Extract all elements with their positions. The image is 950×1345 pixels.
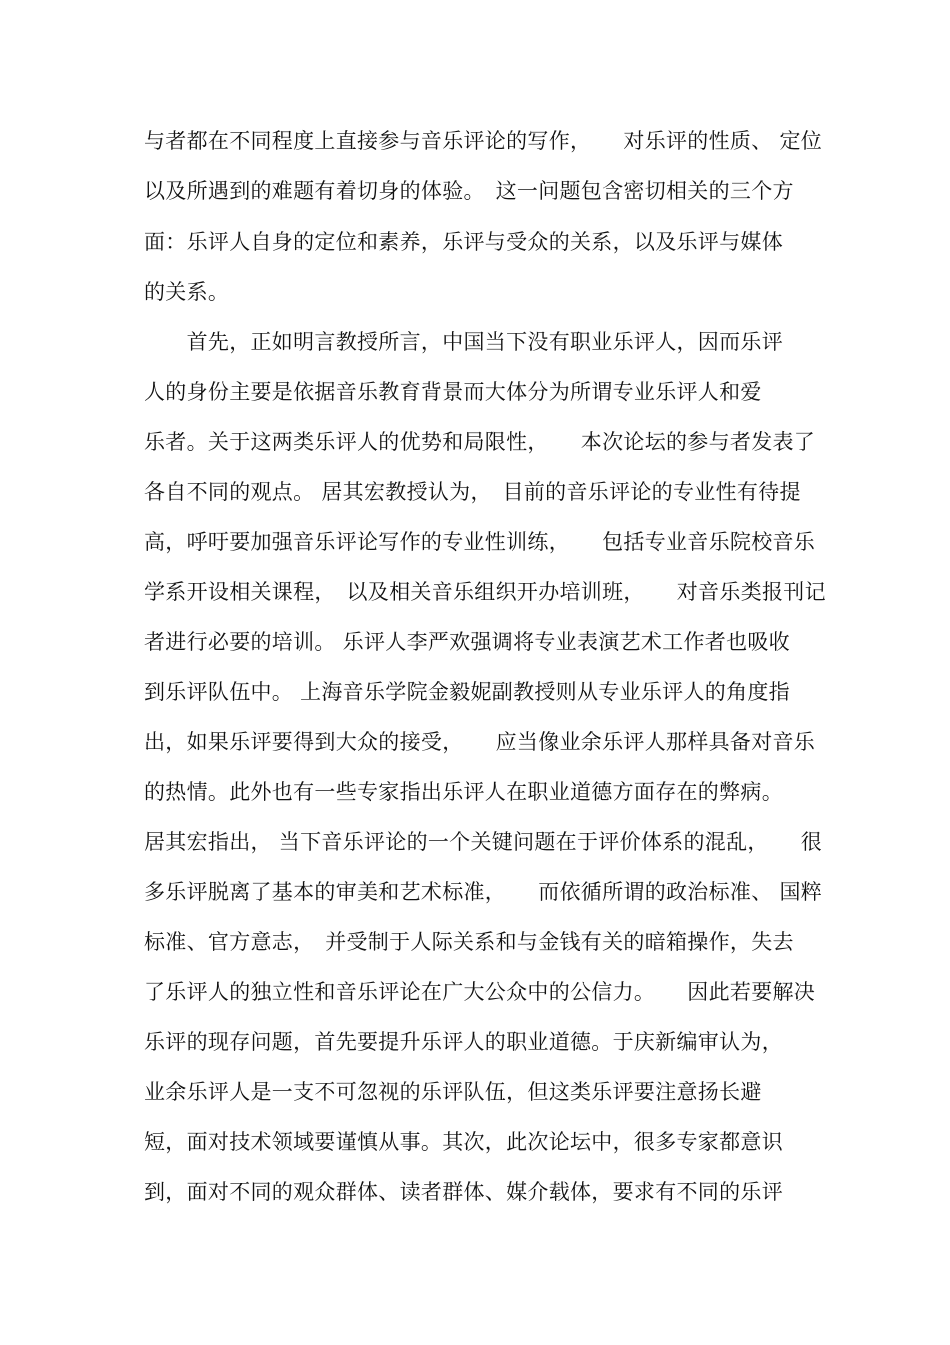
text-line: 首先，正如明言教授所言，中国当下没有职业乐评人，因而乐评 — [144, 330, 783, 354]
text-line: 标准、官方意志， 并受制于人际关系和与金钱有关的暗箱操作，失去 — [144, 930, 794, 954]
text-line: 业余乐评人是一支不可忽视的乐评队伍，但这类乐评要注意扬长避 — [144, 1080, 762, 1104]
text-line: 与者都在不同程度上直接参与音乐评论的写作， 对乐评的性质、 定位 — [144, 129, 823, 153]
text-line: 高，呼吁要加强音乐评论写作的专业性训练， 包括专业音乐院校音乐 — [144, 530, 816, 554]
text-line: 的关系。 — [144, 280, 230, 304]
text-line: 学系开设相关课程， 以及相关音乐组织开办培训班， 对音乐类报刊记 — [144, 580, 826, 604]
text-line: 了乐评人的独立性和音乐评论在广大公众中的公信力。 因此若要解决 — [144, 980, 816, 1004]
text-line: 多乐评脱离了基本的审美和艺术标准， 而依循所谓的政治标准、 国粹 — [144, 880, 823, 904]
text-line: 人的身份主要是依据音乐教育背景而大体分为所谓专业乐评人和爱 — [144, 380, 762, 404]
text-line: 到乐评队伍中。 上海音乐学院金毅妮副教授则从专业乐评人的角度指 — [144, 680, 790, 704]
text-line: 到，面对不同的观众群体、读者群体、媒介载体，要求有不同的乐评 — [144, 1180, 783, 1204]
text-line: 以及所遇到的难题有着切身的体验。 这一问题包含密切相关的三个方 — [144, 179, 794, 203]
text-line: 出，如果乐评要得到大众的接受， 应当像业余乐评人那样具备对音乐 — [144, 730, 816, 754]
text-line: 的热情。此外也有一些专家指出乐评人在职业道德方面存在的弊病。 — [144, 780, 783, 804]
text-line: 乐者。关于这两类乐评人的优势和局限性， 本次论坛的参与者发表了 — [144, 430, 816, 454]
text-line: 乐评的现存问题，首先要提升乐评人的职业道德。于庆新编审认为， — [144, 1030, 783, 1054]
text-line: 面：乐评人自身的定位和素养，乐评与受众的关系，以及乐评与媒体 — [144, 230, 783, 254]
text-line: 者进行必要的培训。 乐评人李严欢强调将专业表演艺术工作者也吸收 — [144, 630, 790, 654]
text-line: 居其宏指出， 当下音乐评论的一个关键问题在于评价体系的混乱， 很 — [144, 830, 823, 854]
text-line: 短，面对技术领域要谨慎从事。其次，此次论坛中，很多专家都意识 — [144, 1130, 783, 1154]
text-line: 各自不同的观点。 居其宏教授认为， 目前的音乐评论的专业性有待提 — [144, 480, 801, 504]
